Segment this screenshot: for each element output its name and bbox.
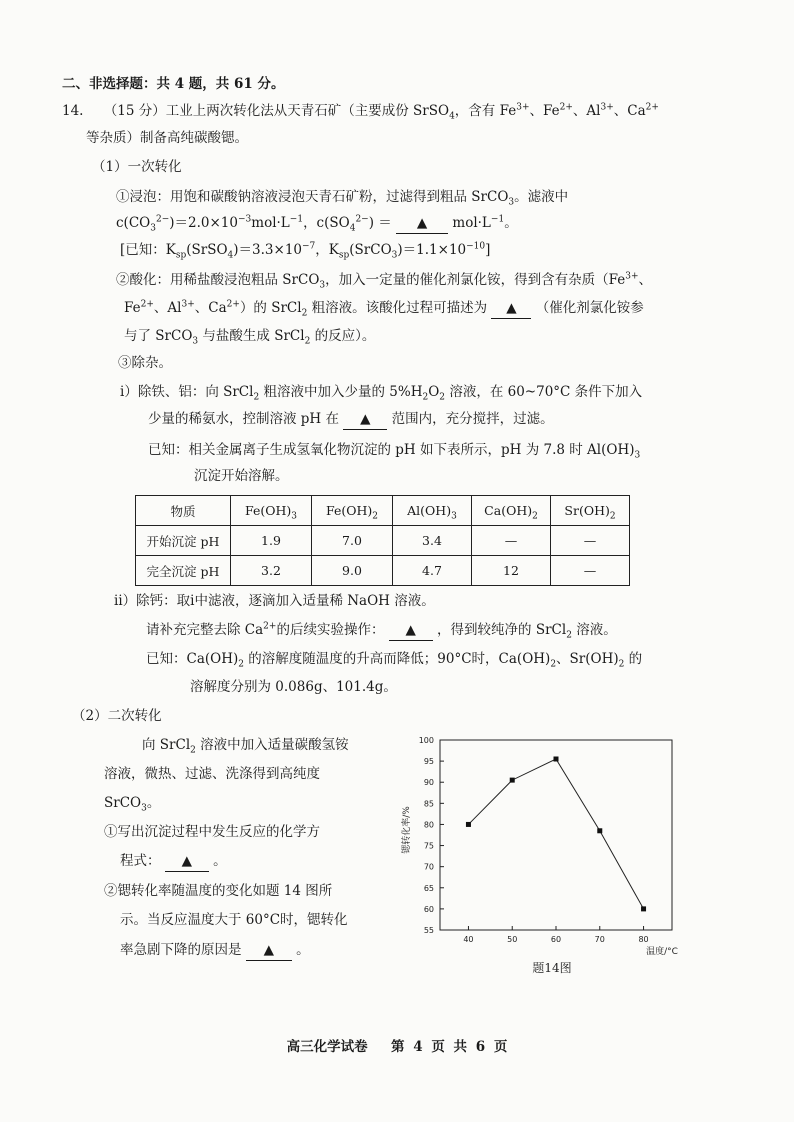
y-tick-label: 60 (423, 904, 434, 914)
answer-blank[interactable]: ▲ (246, 940, 292, 961)
step2-line2: $Fe^{2+}$、$Al^{3+}$、$Ca^{2+}$）的 SrCl$_2$ 粗溶液。该酸化过程可描述为 ▲ （催化剂氯化铵参 (124, 299, 644, 319)
x-tick-label: 70 (594, 935, 605, 944)
step3ii-known-line2: 溶解度分别为 0.086g、101.4g。 (190, 679, 397, 695)
x-tick-label: 50 (507, 935, 518, 944)
table-header-cell: 物质 (136, 496, 231, 526)
data-point (554, 757, 559, 762)
y-tick-label: 55 (423, 926, 434, 935)
data-point (466, 822, 471, 827)
table-header-cell: $Sr(OH)_2$ (551, 496, 630, 526)
data-point (510, 778, 515, 783)
page-footer: 高三化学试卷 第 4 页 共 6 页 (286, 1039, 508, 1055)
table-header-cell: $Al(OH)_3$ (393, 496, 472, 526)
x-tick-label: 80 (638, 935, 649, 944)
part2-q2-line2: 示。当反应温度大于 60°C时，锶转化 (120, 912, 348, 928)
part2-q2-line3: 率急剧下降的原因是 ▲ 。 (120, 940, 310, 961)
table-header-row (136, 496, 630, 526)
question-14-intro-line2: 等杂质）制备高纯碳酸锶。 (86, 130, 248, 146)
table-cell: — (472, 526, 551, 556)
y-tick-label: 95 (423, 757, 434, 767)
hydroxide-ph-table (135, 495, 630, 586)
part2-q1-line2: 程式： ▲ 。 (120, 851, 227, 872)
question-number: 14. (62, 103, 84, 119)
part2-q2-line1: ②锶转化率随温度的变化如题 14 图所 (104, 883, 333, 899)
step3-title: ③除杂。 (118, 355, 172, 371)
footer-title: 高三化学试卷 (286, 1039, 368, 1055)
table-cell: 7.0 (312, 526, 393, 556)
answer-blank[interactable]: ▲ (396, 213, 448, 234)
answer-blank[interactable]: ▲ (343, 409, 387, 430)
data-point (597, 828, 602, 833)
step2-line1: ②酸化：用稀盐酸浸泡粗品 SrCO$_3$，加入一定量的催化剂氯化铵，得到含有杂质（$Fe^{3+}$、 (116, 271, 653, 291)
table-header-cell: $Ca(OH)_2$ (472, 496, 551, 526)
table-cell: — (551, 526, 630, 556)
step3i-line2: 少量的稀氨水，控制溶液 pH 在 ▲ 范围内，充分搅拌，过滤。 (148, 409, 554, 430)
step3ii-line1: ⅱ）除钙：取ⅰ中滤液，逐滴加入适量稀 NaOH 溶液。 (114, 593, 435, 609)
y-tick-label: 65 (423, 883, 434, 893)
table-header-cell: $Fe(OH)_3$ (231, 496, 312, 526)
table-cell: 3.2 (231, 556, 312, 586)
step1-known: [已知：$K_{sp}(SrSO_4)=3.3\times 10^{-7}$，$K_{sp}(SrCO_3)=1.1\times 10^{-10}$] (120, 241, 491, 261)
x-axis-label: 温度/°C (646, 947, 678, 957)
page-number: 4 (413, 1039, 423, 1055)
question-14-intro: 14. （15 分）工业上两次转化法从天青石矿（主要成份 SrSO$_4$，含有 $Fe^{3+}$、$Fe^{2+}$、$Al^{3+}$、$Ca^{2+}$ (62, 102, 659, 122)
section-header: 二、非选择题：共 4 题，共 61 分。 (62, 76, 285, 92)
chart-caption: 题14图 (532, 961, 572, 975)
table-header-cell: $Fe(OH)_2$ (312, 496, 393, 526)
answer-blank[interactable]: ▲ (491, 298, 531, 319)
y-tick-label: 85 (423, 799, 434, 809)
series-line (468, 759, 643, 909)
table-cell: 1.9 (231, 526, 312, 556)
data-point (641, 906, 646, 911)
plot-frame (440, 740, 672, 930)
x-tick-label: 40 (463, 935, 474, 944)
part1-title: （1）一次转化 (92, 159, 182, 175)
step1-line1: ①浸泡：用饱和碳酸钠溶液浸泡天青石矿粉，过滤得到粗品 SrCO$_3$。滤液中 (116, 189, 569, 208)
table-cell: 9.0 (312, 556, 393, 586)
step3i-known-line2: 沉淀开始溶解。 (194, 468, 289, 484)
y-tick-label: 90 (423, 778, 434, 788)
page-total: 6 (475, 1039, 486, 1055)
step1-line2: $c(CO_3^{2-})=2.0\times 10^{-3}mol\cdot L^{-1}$，$c(SO_4^{2-})$ ＝ ▲ $mol\cdot L^{-1}$。 (116, 214, 518, 234)
y-tick-label: 100 (418, 736, 434, 745)
step3i-line1: ⅰ）除铁、铝：向 SrCl$_2$ 粗溶液中加入少量的 $5\%H_2O_2$ 溶液，在 60~70°C 条件下加入 (120, 384, 643, 403)
y-axis-label: 锶转化率/% (402, 806, 412, 854)
x-tick-label: 60 (550, 935, 562, 944)
step3ii-known-line1: 已知：$Ca(OH)_2$ 的溶解度随温度的升高而降低；90°C时，$Ca(OH)_2$、$Sr(OH)_2$ 的 (146, 651, 643, 670)
table-cell: 3.4 (393, 526, 472, 556)
table-cell: 开始沉淀 pH (136, 526, 231, 556)
table-cell: 12 (472, 556, 551, 586)
table-cell: 完全沉淀 pH (136, 556, 231, 586)
table-row (136, 526, 630, 556)
step3i-known-line1: 已知：相关金属离子生成氢氧化物沉淀的 pH 如下表所示，pH 为 7.8 时 $Al(OH)_3$ (148, 442, 641, 461)
step2-line3: 与了 SrCO$_3$ 与盐酸生成 SrCl$_2$ 的反应）。 (124, 328, 376, 347)
table-row (136, 556, 630, 586)
table-cell: 4.7 (393, 556, 472, 586)
part2-title: （2）二次转化 (72, 708, 162, 724)
part2-line3: SrCO$_3$。 (104, 795, 161, 814)
y-tick-label: 80 (423, 820, 434, 830)
part2-line1: 向 SrCl$_2$ 溶液中加入适量碳酸氢铵 (142, 737, 349, 756)
part2-q1-line1: ①写出沉淀过程中发生反应的化学方 (104, 824, 320, 840)
strontium-conversion-chart (395, 730, 715, 980)
answer-blank[interactable]: ▲ (165, 851, 209, 872)
y-tick-label: 75 (423, 841, 434, 851)
table-cell: — (551, 556, 630, 586)
answer-blank[interactable]: ▲ (389, 620, 433, 641)
step3ii-line2: 请补充完整去除 $Ca^{2+}$的后续实验操作： ▲ ，得到较纯净的 SrCl$_2$ 溶液。 (146, 621, 617, 641)
part2-line2: 溶液，微热、过滤、洗涤得到高纯度 (104, 766, 320, 782)
y-tick-label: 70 (423, 862, 434, 872)
